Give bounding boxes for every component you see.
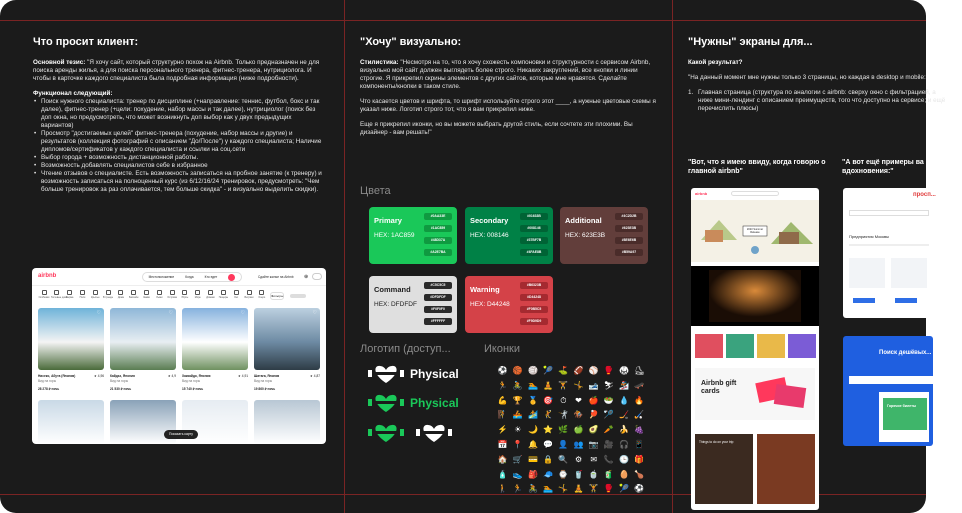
category-icon	[182, 290, 187, 295]
category-tab[interactable]	[166, 290, 178, 302]
sport-icon: 🍏	[573, 425, 584, 435]
listing-sub: Вид на горы	[110, 379, 128, 383]
sport-icon: 🥗	[603, 395, 614, 405]
inspiration-heading: Предприятия Москвы	[849, 234, 890, 239]
sport-icon: 🚴	[512, 380, 523, 390]
category-label: Поля	[79, 296, 86, 299]
category-label: Ветряки	[244, 296, 254, 299]
category-icon	[247, 290, 252, 295]
heart-dumbbell-icon	[368, 423, 404, 443]
sport-icon: ⚡	[497, 425, 508, 435]
sport-icon: ✉	[590, 454, 598, 464]
sport-icon: ⛸	[634, 366, 645, 375]
category-icon	[67, 290, 72, 295]
sport-icon: 🚶	[497, 484, 508, 494]
fonts-colors-text: Что касается цветов и шрифта, то шрифт используйте строго этот ____, а нужные цветовые схемы я указал ниже. Логотип строго тот, что я вам прикрепил ниже.	[360, 98, 656, 113]
category-label: Замки	[143, 296, 150, 299]
favorite-heart-icon[interactable]: ♡	[312, 310, 317, 316]
sport-icon: 🎧	[619, 439, 630, 449]
sport-icon: ⚾	[588, 366, 599, 375]
filters-button[interactable]: Фильтры	[271, 294, 284, 298]
sport-icon: 🔔	[527, 439, 538, 449]
swatch-tint-pill: #0AA33E	[424, 213, 452, 220]
category-label: Юрты	[181, 296, 189, 299]
sport-icon: ⭐	[543, 425, 554, 435]
cave-photo	[691, 266, 819, 326]
listing-photo[interactable]	[110, 308, 176, 370]
style-label: Стилистика:	[360, 59, 399, 66]
listing-rating: ★ 4,96	[94, 374, 104, 378]
category-label: Бассейн	[129, 296, 139, 299]
sport-icon: 🎯	[543, 395, 554, 405]
category-tab[interactable]	[141, 290, 153, 302]
search-chip[interactable]: Местоположение	[148, 275, 175, 279]
swatch-tint-pill: #8E6E6B	[615, 237, 643, 244]
sport-icon: 🤾	[543, 410, 554, 420]
features-label: Функционал следующий:	[33, 90, 113, 97]
sport-icon: 🎾	[619, 484, 630, 494]
divider	[849, 244, 929, 246]
listing-photo[interactable]	[254, 308, 320, 370]
sport-icon: 👟	[512, 469, 523, 479]
sport-icon: 🏆	[512, 395, 523, 405]
sport-icon: 🏑	[634, 410, 645, 420]
info-button[interactable]	[895, 298, 917, 303]
sport-icon: 🥇	[527, 395, 538, 405]
category-icon	[144, 290, 149, 295]
sport-icon: 🥤	[573, 469, 584, 479]
sport-icon: 💧	[619, 395, 630, 405]
category-label: Ферма	[65, 296, 74, 299]
swatch-hex: HEX: 1AC859	[374, 232, 415, 239]
category-icon	[221, 290, 226, 295]
swatch-tint-pill: #A2E7BA	[424, 249, 452, 256]
listing-photo[interactable]	[38, 308, 104, 370]
category-tab[interactable]	[230, 290, 242, 302]
sport-icon: 🏊	[527, 380, 538, 390]
swatch-tint-pill: #B59A97	[615, 249, 643, 256]
search-bar[interactable]	[731, 191, 779, 196]
list-number: 1.	[688, 89, 694, 96]
feature-item: • Возможность добавлять специалистов себе в избранное	[33, 162, 325, 170]
category-tab[interactable]	[102, 290, 114, 302]
sport-icon: 🏊	[543, 484, 554, 494]
sport-icon: 🎁	[634, 454, 645, 464]
feature-item: • Просмотр "достигаемых целей" фитнес-тренера (похудение, набор массы и другие) и результатов (коллекция фотографий с описанием "До/После") у каждого специалиста; Наличие дипломов/сертификатов у каждого специалиста и ссылки на соц.сети	[33, 130, 325, 154]
swatch-tint-pill: #008146	[520, 225, 548, 232]
destination-card[interactable]	[695, 334, 723, 358]
gift-card-section	[695, 368, 815, 420]
sport-icon: 🚣	[512, 410, 523, 420]
listing-sub: Вид на горы	[254, 379, 272, 383]
destination-card[interactable]	[726, 334, 754, 358]
sport-icon: 🌙	[527, 425, 538, 435]
sport-icon: 📅	[497, 439, 508, 449]
sport-icon: 🍗	[634, 469, 645, 479]
sport-icon: 💪	[497, 395, 508, 405]
destination-cards	[695, 334, 816, 358]
icons-heading: Иконки	[484, 343, 520, 355]
colors-heading: Цвета	[360, 185, 391, 197]
listing-photo[interactable]	[38, 400, 104, 444]
logo-green	[368, 393, 459, 413]
swatch-name: Secondary	[470, 216, 509, 225]
listing-price: 19 860 ₽ ночь	[254, 387, 276, 391]
search-bar[interactable]	[142, 272, 242, 282]
sport-icon: ⛷	[603, 380, 614, 390]
category-icon	[157, 290, 162, 295]
sport-icon: 🛒	[512, 454, 523, 464]
sport-icon: 🏋	[588, 484, 599, 494]
swatch-tint-pill: #37BF7B	[520, 237, 548, 244]
feature-item: • Выбор города + возможность дистанционной работы.	[33, 154, 325, 162]
listing-card[interactable]	[182, 308, 248, 428]
gift-card-title: Airbnb gift cards	[701, 380, 737, 395]
sport-icon: 🧗	[497, 410, 508, 420]
feature-item: • Поиск нужного специалиста: тренер по дисциплине (+направление: теннис, футбол, бокс и так далее), фитнес-тренер (+цели: похудение, набор массы и так далее), нутрициолог (поиск без доп окна, но предусмотреть, что может возникнуть доп выбор как у двух предыдущих вариантов)	[33, 98, 325, 130]
sport-icon: 🧘	[573, 484, 584, 494]
color-swatch-additional	[560, 207, 648, 264]
info-card	[891, 258, 927, 288]
thesis-text: "Я хочу сайт, который структурно похож на Airbnb. Только предназначен не для поиска аренды жилья, а для поиска персонального тренера, фитнес-тренера, нутрициолога. И чтобы в карточке каждого специалиста была подробная информация (ниже подробности).	[33, 59, 320, 82]
toggle-switch[interactable]	[290, 294, 306, 298]
sport-icon: 📱	[634, 439, 645, 449]
caption-airbnb: "Вот, что я имею ввиду, когда говорю о главной airbnb"	[688, 159, 826, 175]
promo-banner	[883, 398, 927, 430]
listing-sub: Вид на горы	[38, 379, 56, 383]
category-tab[interactable]	[76, 290, 88, 302]
listing-photo[interactable]	[182, 308, 248, 370]
airbnb-home-screenshot	[691, 188, 819, 510]
sport-icon: 🎥	[603, 439, 614, 449]
sport-icon: 🕒	[619, 454, 630, 464]
listing-photo[interactable]	[254, 400, 320, 444]
sport-icon: ☀	[514, 425, 522, 435]
sport-icon: ⌚	[558, 469, 569, 479]
sport-icon: 🛹	[634, 380, 645, 390]
destination-card[interactable]	[757, 334, 785, 358]
features-list	[33, 98, 325, 194]
category-tab[interactable]	[179, 290, 191, 302]
category-icon	[106, 290, 111, 295]
swatch-name: Additional	[565, 216, 602, 225]
screens-intro: "На данный момент мне нужны только 3 страницы, но каждая в desktop и mobile:	[688, 74, 926, 81]
swatch-name: Primary	[374, 216, 402, 225]
sport-icon: ⏱	[560, 395, 567, 405]
inspiration-blue-title: Поиск дешёвых...	[879, 350, 932, 356]
swatch-hex: HEX: 623E3B	[565, 232, 606, 239]
favorite-heart-icon[interactable]: ♡	[96, 310, 101, 316]
sport-icon: 🥚	[619, 469, 630, 479]
sport-icon: 🏋	[558, 380, 569, 390]
swatch-tint-pill: #01633B	[520, 213, 548, 220]
heart-dumbbell-icon	[416, 423, 452, 443]
sport-icon: 📷	[588, 439, 599, 449]
listing-price: 15 740 ₽ ночь	[182, 387, 204, 391]
category-icon	[234, 290, 239, 295]
listing-title: Кайдзэ, Япония	[110, 374, 135, 378]
category-label: Море	[194, 296, 201, 299]
swatch-tint-pill: #48D37A	[424, 237, 452, 244]
category-tab[interactable]	[192, 290, 204, 302]
sport-icon: 🏂	[619, 380, 630, 390]
icon-set	[495, 364, 647, 497]
category-icon	[170, 290, 175, 295]
listing-card[interactable]	[38, 308, 104, 428]
sport-icon: 🏒	[619, 410, 630, 420]
column3-title: "Нужны" экраны для...	[688, 36, 813, 48]
sport-icon: ❤	[575, 395, 582, 405]
swatch-tint-pill: #D44248	[520, 294, 548, 301]
category-icon	[208, 290, 213, 295]
search-icon[interactable]	[228, 274, 235, 281]
swatch-tint-pill: #FFFFFF	[424, 318, 452, 325]
category-tab[interactable]	[256, 290, 268, 302]
sport-icon: 🔍	[558, 454, 569, 464]
caption-inspiration: "А вот ещё примеры ва вдохновения:"	[842, 159, 924, 175]
category-tab[interactable]	[115, 290, 127, 302]
airbnb-logo: airbnb	[38, 273, 57, 279]
sport-icon: 🧘	[543, 380, 554, 390]
category-tab[interactable]	[89, 290, 101, 302]
inspiration-screenshot-2	[843, 336, 933, 446]
sport-icon: 🥊	[603, 366, 614, 375]
category-label: Острова	[167, 296, 177, 299]
feature-item: • Чтение отзывов о специалисте. Есть возможность записаться на пробное занятие (к тренеру) и возможность записаться на полноценный курс (из 6/12/16/24 тренировок, предусмотреть: "Чем больше тренировок за раз оплачивается, тем больше скидка" - и визуально выделить скидки).	[33, 170, 325, 194]
sport-icon: 🏇	[573, 410, 584, 420]
listing-title: Шитага, Япония	[254, 374, 280, 378]
category-icon	[93, 290, 98, 295]
inspiration-screenshot-1	[843, 188, 936, 318]
listing-title: Хаккайдо, Япония	[182, 374, 211, 378]
column-divider	[344, 0, 345, 513]
show-map-button[interactable]: Показать карту	[164, 430, 198, 439]
style-text: "Несмотря на то, что я хочу схожесть компоновки и структурности с сервисом Airbnb, визуально мой сайт должен выглядеть более строго. Никаких закруглений, все кнопки и линии строгие. Я прикрепил скрины элементов с других сайтов, которые мне нравятся. Сделайте компоненты/кнопки в таком стиле.	[360, 59, 651, 90]
category-label: Лыжи	[156, 296, 163, 299]
guide-line	[0, 20, 926, 21]
info-button[interactable]	[853, 298, 875, 303]
swatch-tint-pill: #B6323B	[520, 282, 548, 289]
swatch-hex: HEX: DFDFDF	[374, 301, 417, 308]
icons-note-text: Еще я прикрепил иконки, но вы можете выбрать другой стиль, если сочтете эти плохими. Вы дизайнер - вам решать!"	[360, 121, 633, 136]
sport-icon: 🤸	[573, 380, 584, 390]
swatch-name: Command	[374, 285, 411, 294]
category-label: Озеро	[258, 296, 266, 299]
category-label: Дома	[117, 296, 124, 299]
sport-icon: 🎾	[543, 366, 554, 375]
gift-card-image	[774, 384, 806, 408]
search-input[interactable]	[849, 210, 929, 216]
user-menu-icon[interactable]	[312, 273, 322, 280]
listing-rating: ★ 4,91	[238, 374, 248, 378]
sport-icon: ⛳	[558, 366, 569, 375]
listing-title: Нисеко, Абута (Япония)	[38, 374, 76, 378]
category-tab[interactable]	[64, 290, 76, 302]
sport-icon: 🍌	[619, 425, 630, 435]
heart-dumbbell-icon	[368, 364, 404, 384]
category-icon	[80, 290, 85, 295]
airbnb-screenshot	[32, 268, 326, 444]
swatch-tint-pill: #DFDFDF	[424, 294, 452, 301]
sport-icon: 🏐	[527, 366, 538, 375]
visual-wishes-text	[360, 59, 658, 144]
category-tab[interactable]	[128, 290, 140, 302]
column-divider	[672, 0, 673, 513]
sport-icon: 🏠	[497, 454, 508, 464]
sport-icon: 🍵	[588, 469, 599, 479]
sport-icon: 🌿	[558, 425, 569, 435]
category-label: В тренде	[103, 296, 114, 299]
sport-icon: 🏃	[497, 380, 508, 390]
sport-icon: 🏈	[573, 366, 584, 375]
category-tab[interactable]	[50, 290, 68, 302]
screens-item	[688, 89, 948, 113]
category-label: Домики	[206, 296, 215, 299]
category-label: Лес	[234, 296, 239, 299]
color-swatch-warning	[465, 276, 553, 333]
category-label: Особняки	[38, 296, 50, 299]
listing-price: 21 530 ₽ ночь	[110, 387, 132, 391]
sport-icon: ⚽	[497, 366, 508, 375]
listing-card[interactable]	[254, 308, 320, 428]
sport-icon: 🏸	[603, 410, 614, 420]
sport-icon: 🧴	[497, 469, 508, 479]
sport-icon: 🤺	[558, 410, 569, 420]
promo-title: Горячие билеты	[887, 404, 917, 408]
sport-icon: 👥	[573, 439, 584, 449]
sport-icon: ⚽	[634, 484, 645, 494]
sport-icon: 🤸	[558, 484, 569, 494]
category-icon	[118, 290, 123, 295]
sport-icon: 🥋	[619, 366, 630, 375]
category-tab[interactable]	[153, 290, 165, 302]
swatch-name: Warning	[470, 285, 500, 294]
sport-icon: 🧃	[603, 469, 614, 479]
logo-wordmark: Physical	[410, 396, 459, 410]
result-label: Какой результат?	[688, 59, 743, 66]
category-tab[interactable]	[243, 290, 255, 302]
category-icon	[131, 290, 136, 295]
category-tab[interactable]	[205, 290, 217, 302]
video-section	[691, 266, 819, 326]
swatch-tint-pill: #1AC859	[424, 225, 452, 232]
sport-icon: 💬	[543, 439, 554, 449]
swatch-tint-pill: #C5C5C5	[424, 282, 452, 289]
category-icon	[195, 290, 200, 295]
listing-card[interactable]	[110, 308, 176, 428]
needed-screens-text	[688, 59, 948, 113]
column1-title: Что просит клиент:	[33, 36, 139, 48]
sport-icon: 👤	[558, 439, 569, 449]
favorite-heart-icon[interactable]: ♡	[168, 310, 173, 316]
category-icon	[54, 290, 59, 295]
category-tab[interactable]	[38, 290, 50, 302]
sport-icon: 🥕	[603, 425, 614, 435]
swatch-tint-pill: #F0B5C5	[520, 306, 548, 313]
experience-card[interactable]	[757, 434, 815, 504]
listing-price: 28 278 ₽ ночь	[38, 387, 60, 391]
airbnb-logo: airbnb	[695, 191, 708, 196]
sport-icon: 🥑	[588, 425, 599, 435]
promo-card	[879, 392, 929, 442]
globe-icon[interactable]: ⊕	[304, 274, 309, 280]
listing-rating: ★ 4,9	[167, 374, 176, 378]
destination-card[interactable]	[788, 334, 816, 358]
category-icon	[259, 290, 264, 295]
sport-icon: 🚴	[527, 484, 538, 494]
swatch-hex: HEX: 008146	[470, 232, 509, 239]
category-label: Гостевые дома	[50, 296, 68, 299]
category-icon	[42, 290, 47, 295]
color-swatch-primary	[369, 207, 457, 264]
sport-icon: 🏓	[588, 410, 599, 420]
listing-rating: ★ 4,87	[310, 374, 320, 378]
sport-icon: 🍇	[634, 425, 645, 435]
info-card	[849, 258, 885, 288]
sport-icon: 📞	[603, 454, 614, 464]
search-chip[interactable]: Когда	[185, 275, 194, 279]
sport-icon: 🏃	[512, 484, 523, 494]
listing-sub: Вид на горы	[182, 379, 200, 383]
logo-white	[368, 364, 459, 384]
favorite-heart-icon[interactable]: ♡	[240, 310, 245, 316]
sport-icon: 🔒	[543, 454, 554, 464]
release-label: 2023 Summer Release	[746, 228, 764, 234]
column2-title: "Хочу" визуально:	[360, 36, 462, 48]
sport-icon: 📍	[512, 439, 523, 449]
search-chip[interactable]: Кто едет	[204, 275, 218, 279]
sport-icon: 🎿	[588, 380, 599, 390]
logos-heading: Логотип (доступ...	[360, 343, 451, 355]
swatch-tint-pill: #623E3B	[615, 225, 643, 232]
swatch-tint-pill: #4FAE8B	[520, 249, 548, 256]
color-swatch-command	[369, 276, 457, 333]
category-bar	[38, 290, 268, 302]
sport-icon: 🍎	[588, 395, 599, 405]
sport-icon: 🎒	[527, 469, 538, 479]
sport-icon: 🏀	[512, 366, 523, 375]
swatch-tint-pill: #F0F0F0	[424, 306, 452, 313]
client-request-text	[33, 59, 325, 194]
category-label: Пещеры	[218, 296, 229, 299]
host-link[interactable]: Сдайте жилье на Airbnb	[258, 275, 294, 279]
experience-card[interactable]	[695, 434, 753, 504]
sport-icon: 💳	[527, 454, 538, 464]
sport-icon: 🥊	[603, 484, 614, 494]
sport-icon: 🔥	[634, 395, 645, 405]
thesis-label: Основной тезис:	[33, 59, 86, 66]
inspiration-logo: просп...	[913, 192, 936, 198]
screens-item-text: Главная страница (структура по аналогии с airbnb: сверху окно с фильтрацией, а ниже мини-лендинг с описанием преимуществ, того что доступно на сервисе; и ещё перечислить плюсы)	[698, 89, 946, 112]
search-input[interactable]	[849, 376, 933, 384]
swatch-hex: HEX: D44248	[470, 301, 510, 308]
sport-icon: ⚙	[574, 454, 583, 464]
experience-caption: Things to do on your trip	[699, 440, 734, 444]
sport-icon: 🧢	[543, 469, 554, 479]
sport-icon: 🏄	[527, 410, 538, 420]
category-label: Крытые	[90, 296, 100, 299]
heart-dumbbell-icon	[368, 393, 404, 413]
logo-wordmark: Physical	[410, 367, 459, 381]
color-swatch-secondary	[465, 207, 553, 264]
swatch-tint-pill: #F9D9D9	[520, 318, 548, 325]
swatch-tint-pill: #4C2D2B	[615, 213, 643, 220]
airbnb-header	[32, 268, 326, 286]
category-tab[interactable]	[217, 290, 229, 302]
logo-marks	[368, 423, 452, 443]
